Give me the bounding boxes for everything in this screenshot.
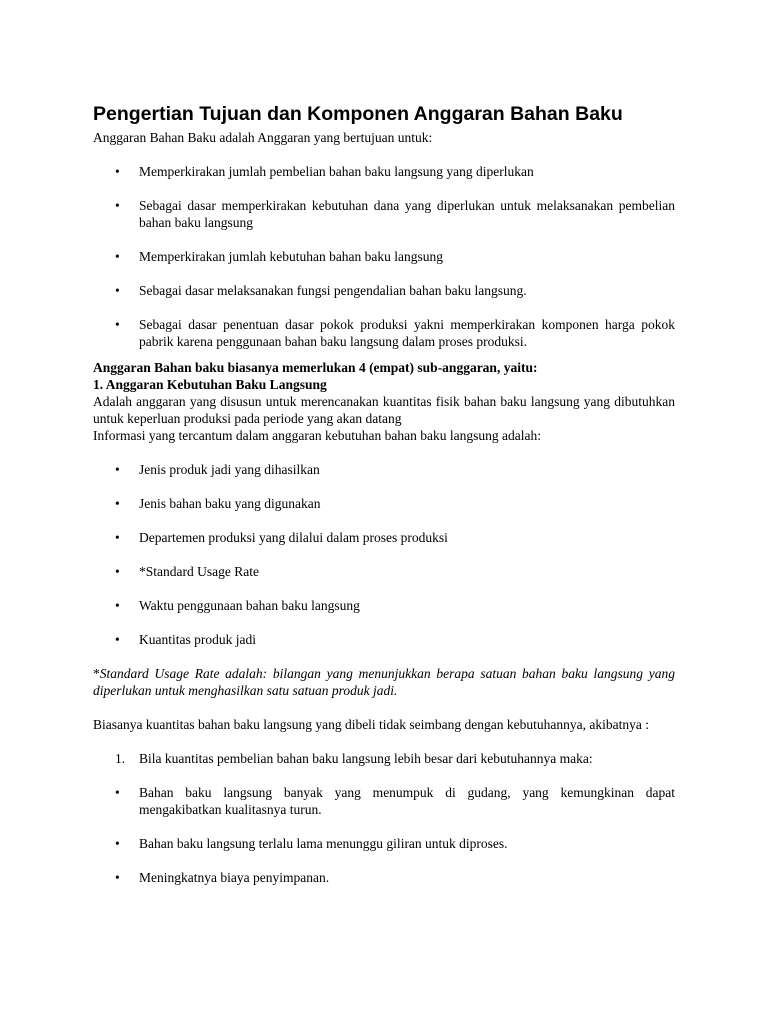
list-item: • Memperkirakan jumlah kebutuhan bahan baku langsung bbox=[93, 248, 675, 265]
footnote-star: * bbox=[93, 666, 100, 681]
list-item: • Bahan baku langsung terlalu lama menunggu giliran untuk diproses. bbox=[93, 835, 675, 852]
list-item: • *Standard Usage Rate bbox=[93, 563, 675, 580]
document-page bbox=[93, 102, 675, 886]
list-item: • Bahan baku langsung banyak yang menumpuk di gudang, yang kemungkinan dapat mengakibatkan kualitasnya turun. bbox=[93, 784, 675, 818]
list-item: • Kuantitas produk jadi bbox=[93, 631, 675, 648]
info-list bbox=[93, 461, 675, 648]
list-item: • Sebagai dasar melaksanakan fungsi pengendalian bahan baku langsung. bbox=[93, 282, 675, 299]
list-item: • Departemen produksi yang dilalui dalam proses produksi bbox=[93, 529, 675, 546]
list-number: 1. bbox=[115, 751, 126, 766]
case-list bbox=[93, 750, 675, 767]
list-item: • Memperkirakan jumlah pembelian bahan baku langsung yang diperlukan bbox=[93, 163, 675, 180]
sub-budget-heading: Anggaran Bahan baku biasanya memerlukan 4 (empat) sub-anggaran, yaitu: bbox=[93, 360, 538, 375]
intro-text: Anggaran Bahan Baku adalah Anggaran yang bertujuan untuk: bbox=[93, 130, 433, 145]
purpose-list bbox=[93, 163, 675, 350]
info-intro: Informasi yang tercantum dalam anggaran kebutuhan bahan baku langsung adalah: bbox=[93, 428, 541, 443]
imbalance-text: Biasanya kuantitas bahan baku langsung yang dibeli tidak seimbang dengan kebutuhannya, akibatnya : bbox=[93, 717, 649, 732]
list-item: • Jenis produk jadi yang dihasilkan bbox=[93, 461, 675, 478]
section-definition: Adalah anggaran yang disusun untuk merencanakan kuantitas fisik bahan baku langsung yang dibutuhkan untuk keperluan produksi pada periode yang akan datang bbox=[93, 394, 675, 426]
footnote-text: Standard Usage Rate adalah: bilangan yang menunjukkan berapa satuan bahan baku langsung yang diperlukan untuk menghasilkan satu satuan produk jadi. bbox=[93, 666, 675, 698]
list-item: • Waktu penggunaan bahan baku langsung bbox=[93, 597, 675, 614]
footnote bbox=[93, 665, 675, 699]
consequence-list bbox=[93, 784, 675, 886]
document-title: Pengertian Tujuan dan Komponen Anggaran Bahan Baku bbox=[93, 103, 623, 125]
list-item: • Sebagai dasar memperkirakan kebutuhan dana yang diperlukan untuk melaksanakan pembelian bahan baku langsung bbox=[93, 197, 675, 231]
list-item: • Meningkatnya biaya penyimpanan. bbox=[93, 869, 675, 886]
list-item bbox=[93, 750, 675, 767]
list-item: • Jenis bahan baku yang digunakan bbox=[93, 495, 675, 512]
section-heading: 1. Anggaran Kebutuhan Baku Langsung bbox=[93, 377, 327, 392]
list-item-text: Bila kuantitas pembelian bahan baku langsung lebih besar dari kebutuhannya maka: bbox=[139, 751, 593, 766]
list-item: • Sebagai dasar penentuan dasar pokok produksi yakni memperkirakan komponen harga pokok pabrik karena penggunaan bahan baku langsung dalam proses produksi. bbox=[93, 316, 675, 350]
